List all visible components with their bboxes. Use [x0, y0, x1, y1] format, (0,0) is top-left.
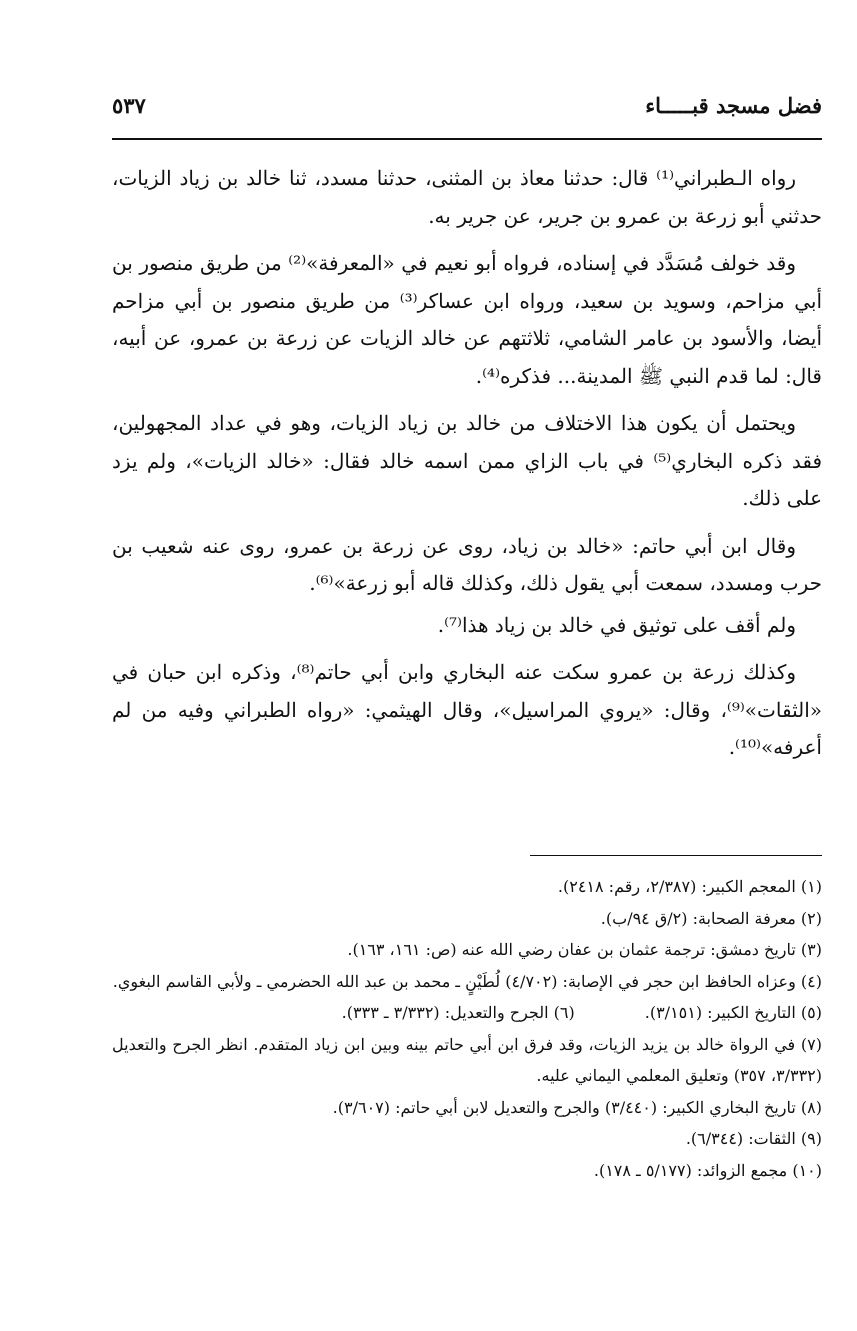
paragraph: وقال ابن أبي حاتم: «خالد بن زياد، روى عن زرعة بن عمرو، روى عنه شعيب بن حرب ومسدد، سمعت أبي يقول ذلك، وكذلك قاله أبو زرعة»⁽⁶⁾.	[112, 533, 822, 595]
header-rule	[112, 138, 822, 140]
footnote: (٨) تاريخ البخاري الكبير: (٣/٤٤٠) والجرح والتعديل لابن أبي حاتم: (٣/٦٠٧).	[332, 1097, 822, 1117]
paragraph: ولم أقف على توثيق في خالد بن زياد هذا⁽⁷⁾.	[437, 612, 796, 637]
paragraph: وكذلك زرعة بن عمرو سكت عنه البخاري وابن أبي حاتم⁽⁸⁾، وذكره ابن حبان في «الثقات»⁽⁹⁾، وقال: «يروي المراسيل»، وقال الهيثمي: «رواه الطبراني وفيه من لم أعرفه»⁽¹⁰⁾.	[112, 660, 822, 759]
running-title: فضل مسجد قبـــــاء	[645, 93, 822, 118]
footnote: (٢) معرفة الصحابة: (٢/ق ٩٤/ب).	[600, 908, 822, 928]
paragraph: ويحتمل أن يكون هذا الاختلاف من خالد بن زياد الزيات، وهو في عداد المجهولين، فقد ذكره البخاري⁽⁵⁾ في باب الزاي ممن اسمه خالد فقال: «خالد الزيات»، ولم يزد على ذلك.	[112, 411, 823, 510]
main-text	[112, 160, 822, 777]
footnote: (٣) تاريخ دمشق: ترجمة عثمان بن عفان رضي الله عنه (ص: ١٦١، ١٦٣).	[347, 940, 822, 959]
footnote: (١٠) مجمع الزوائد: (٥/١٧٧ ـ ١٧٨).	[593, 1160, 822, 1180]
footnote: (٥) التاريخ الكبير: (٣/١٥١).	[644, 1003, 822, 1022]
paragraph: وقد خولف مُسَدَّد في إسناده، فرواه أبو نعيم في «المعرفة»⁽²⁾ من طريق منصور بن أبي مزاحم، وسويد بن سعيد، ورواه ابن عساكر⁽³⁾ من طريق منصور بن أبي مزاحم أيضا، والأسود بن عامر الشامي، ثلاثتهم عن خالد الزيات عن زرعة بن عمرو، عن أبيه، قال: لما قدم النبي ﷺ المدينة... فذكره⁽⁴⁾.	[112, 251, 822, 388]
footnote-row	[112, 997, 822, 1029]
paragraph: رواه الـطبراني⁽¹⁾ قال: حدثنا معاذ بن المثنى، حدثنا مسدد، ثنا خالد بن زياد الزيات، حدثني أبو زرعة بن عمرو بن جرير، عن جرير به.	[112, 166, 822, 228]
footnotes	[112, 871, 822, 1186]
footnote: (٩) الثقات: (٦/٣٤٤).	[685, 1129, 822, 1148]
footnote: (٧) في الرواة خالد بن يزيد الزيات، وقد فرق ابن أبي حاتم بينه وبين ابن زياد المتقدم. انظر الجرح والتعديل (٣/٣٣٢، ٣٥٧) وتعليق المعلمي اليماني عليه.	[112, 1034, 822, 1085]
footnote: (٤) وعزاه الحافظ ابن حجر في الإصابة: (٤/٧٠٢) لُطَيْنٍ ـ محمد بن عبد الله الحضرمي ـ ولأبي القاسم البغوي.	[112, 971, 822, 991]
page-number: ٥٣٧	[112, 93, 146, 118]
footnote: (٦) الجرح والتعديل: (٣/٣٣٢ ـ ٣٣٣).	[341, 1003, 575, 1022]
footnote-separator	[530, 855, 822, 856]
footnote: (١) المعجم الكبير: (٢/٣٨٧، رقم: ٢٤١٨).	[557, 877, 822, 896]
page-header	[112, 92, 822, 136]
